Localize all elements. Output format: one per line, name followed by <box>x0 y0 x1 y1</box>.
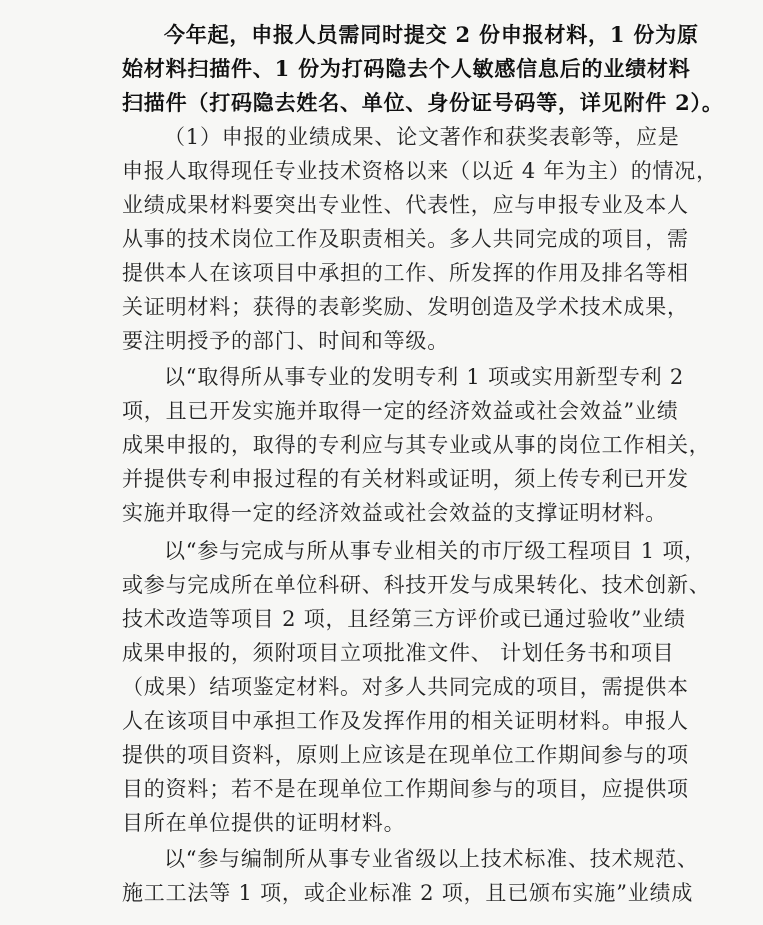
text-line: 提供本人在该项目中承担的工作、所发挥的作用及排名等相 <box>122 261 689 285</box>
text-line: 目的资料；若不是在现单位工作期间参与的项目，应提供项 <box>122 777 689 801</box>
text-line: 人在该项目中承担工作及发挥作用的相关证明材料。申报人 <box>122 709 689 733</box>
text-line: 技术改造等项目 2 项，且经第三方评价或已通过验收”业绩 <box>122 607 686 631</box>
text-line: 以“参与完成与所从事专业相关的市厅级工程项目 1 项， <box>164 539 707 563</box>
text-line: 成果申报的，须附项目立项批准文件、 计划任务书和项目 <box>122 641 675 665</box>
text-line: 并提供专利申报过程的有关材料或证明，须上传专利已开发 <box>122 467 689 491</box>
text-line: 成果申报的，取得的专利应与其专业或从事的岗位工作相关， <box>122 433 711 457</box>
text-line: 提供的项目资料，原则上应该是在现单位工作期间参与的项 <box>122 743 689 767</box>
text-line: 业绩成果材料要突出专业性、代表性，应与申报专业及本人 <box>122 193 689 217</box>
text-line: 或参与完成所在单位科研、科技开发与成果转化、技术创新、 <box>122 573 711 597</box>
text-line-bold: 扫描件（打码隐去姓名、单位、身份证号码等，详见附件 2）。 <box>122 90 724 115</box>
text-line: （成果）结项鉴定材料。对多人共同完成的项目，需提供本 <box>122 675 689 699</box>
text-line: 从事的技术岗位工作及职责相关。多人共同完成的项目，需 <box>122 227 689 251</box>
text-line-bold: 始材料扫描件、1 份为打码隐去个人敏感信息后的业绩材料 <box>122 56 691 81</box>
text-line: 以“参与编制所从事专业省级以上技术标准、技术规范、 <box>164 847 699 871</box>
text-line: 目所在单位提供的证明材料。 <box>122 811 406 835</box>
text-line: 施工工法等 1 项，或企业标准 2 项，且已颁布实施”业绩成 <box>122 881 694 905</box>
text-line: 以“取得所从事专业的发明专利 1 项或实用新型专利 2 <box>164 365 685 389</box>
text-line-bold: 今年起，申报人员需同时提交 2 份申报材料，1 份为原 <box>164 22 699 47</box>
text-line: 申报人取得现任专业技术资格以来（以近 4 年为主）的情况， <box>122 159 718 183</box>
text-line: 项，且已开发实施并取得一定的经济效益或社会效益”业绩 <box>122 399 679 423</box>
text-line: （1）申报的业绩成果、论文著作和获奖表彰等，应是 <box>164 125 680 149</box>
text-line: 要注明授予的部门、时间和等级。 <box>122 329 449 353</box>
text-line: 实施并取得一定的经济效益或社会效益的支撑证明材料。 <box>122 501 667 525</box>
text-line: 关证明材料；获得的表彰奖励、发明创造及学术技术成果， <box>122 295 689 319</box>
